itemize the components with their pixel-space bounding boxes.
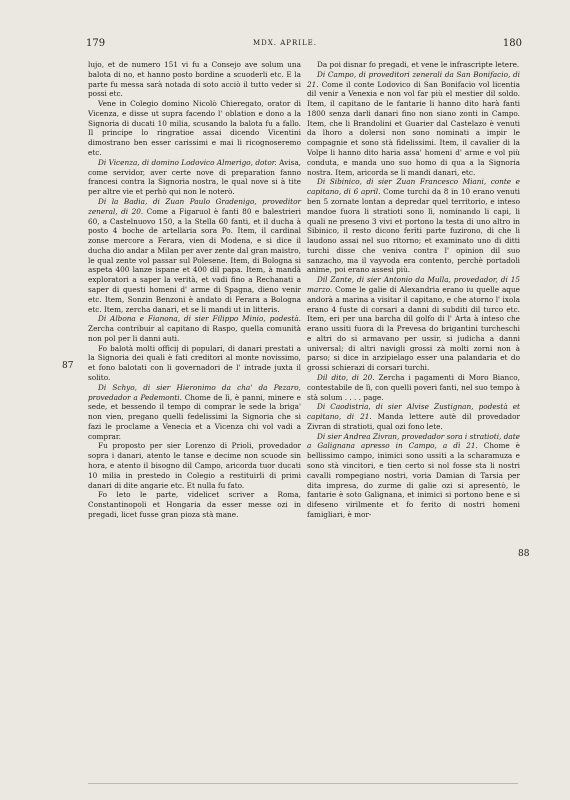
- paragraph: [88, 158, 301, 197]
- paragraph: [88, 490, 301, 519]
- paragraph: [88, 99, 301, 158]
- letter-heading: Dil Zante, di sier Antonio da Mulla, provedador, di 15 marzo.: [307, 275, 520, 294]
- paragraph: [88, 60, 301, 99]
- paragraph-text: Come turchi da 8 in 10 erano venuti ben 5 zornate lontan a depredar quel territorio, e inteso mandoe fuora li stratioti sono lì, nominando li capi, li quali ne preseno 3 vivi et portono la testa di uno altro in Sibinico, il resto dicono ferìti parte fuzirono, di che li laudono assai nel suo ritorno; et examinato uno di ditti turchi disse che veniva contra l' opinion dil suo sanzacho, ma il vayvoda era contento, perchè portadoli anime, poi erano assesi più.: [307, 187, 520, 275]
- bottom-rule: [88, 783, 518, 784]
- paragraph: [307, 275, 520, 373]
- paragraph-text: Fo balotà molti officij di populari, di danari prestati a la Signoria dei quali è fati creditori al monte novissimo, et fono balotati con li governadori de l' intrade juxta il solito.: [88, 343, 301, 382]
- margin-column-number-left: 87: [62, 361, 74, 371]
- running-head: MDX. APRILE.: [253, 39, 317, 47]
- letter-heading: Di Sibinico, di sier Zuan Francesco Miani, conte e capitano, di 6 april.: [307, 177, 520, 197]
- paragraph-text: Come il conte Lodovico di San Bonifacio vol licentia dil venir a Venexia e non vol far più el mestier dil soldo. Item, il capitano de le fantarie li hanno dito harà fanti 1800 senza darli danari fino non siano zonti in Campo. Item, che li Brandolini et Guarier dal Castelazo è venuti da lhoro a dolersi non sono nominati a impir le compagnie et sono stà fidelissimi. Item, il cavalier di la Volpe li hanno dito haria assa' homeni d' arme e vol più conduta, e manda uno suo homo di qua a la Signoria nostra. Item, aricorda se li mandi danari, etc.: [307, 79, 520, 177]
- letter-heading: Di sier Andrea Zivran, provedador sora i stratioti, date a Galignana apresso in Campo, a dì 21.: [307, 431, 520, 451]
- paragraph: [307, 402, 520, 431]
- paragraph: [88, 197, 301, 314]
- paragraph-text: Come le galie di Alexandria erano iu quelle aque andorà a marina a visitar il capitano, e che atorno l' ixola erano 4 fuste di corsari a danni di subditi dil turco etc. Item, eri per una barcha dil golfo di l' Arta à inteso che erano ussiti fuora di la Prevesa do brigantini turcheschi e altri do si armavano per ussir, si judicha a danni universal; di altri navigli grossi zà molti zorni non à parso; si dice in arzipielago esser una palandaria et do grossi schierazi di corsari turchi.: [307, 284, 520, 373]
- margin-column-number-right: 88: [518, 549, 530, 559]
- left-text-column: [88, 60, 301, 520]
- paragraph: [307, 177, 520, 275]
- paragraph: [88, 314, 301, 343]
- paragraph-text: Come a Figaruol è fanti 80 e balestrieri 60, a Castelnuovo 150, a la Stella 60 fanti, et il ducha à posto 4 boche de artellaria sora Po. Item, il cardinal zonse mercore a Ferara, vien di Modena, e si dice il ducha dio andar a Milan per aver zente dal gran maistro, le qual zente vol passar sul Polesene. Item, di Bologna si aspeta 400 lanze ispane et 400 dil papa. Item, à mandà exploratori a saper la verità, et vadi fino a Rechanati a saper di questi homeni d' arme di Spagna, dieno venir etc. Item, Sonzin Benzoni è andato di Ferara a Bologna etc. Item, zercha danari, et se li mandi ut in litteris.: [88, 206, 302, 314]
- paragraph-text: Da poi disnar fo pregadi, et vene le infrascripte letere.: [317, 60, 520, 69]
- paragraph: [88, 344, 301, 383]
- paragraph: [88, 441, 301, 490]
- paragraph: [307, 70, 520, 178]
- paragraph: [307, 432, 520, 520]
- paragraph-text: Chome de lì, è panni, minere e sede, et bessendo il tempo di comprar le sede la briga' non vien, pregano quelli fedelissimi la Signoria che si fazi le proclame a Venecia et a Vicenza chi vol vadi a comprar.: [88, 392, 302, 441]
- paragraph-text: Zercha contribuir al capitano di Raspo, quella comunità non pol per li danni auti.: [88, 324, 301, 343]
- paragraph: [307, 373, 520, 402]
- paragraph: [88, 383, 301, 442]
- letter-heading: Di Vicenza, di domino Lodovico Almerigo, dotor.: [98, 157, 277, 167]
- paragraph: [307, 60, 520, 70]
- paragraph-text: Fu proposto per sier Lorenzo di Prioli, provedador sopra i danari, atento le tanse e decime non scuode sin hora, e atento il bisogno dil Campo, aricorda tuor ducati 10 milia in prestedo in Colegio a restituirli di primi danari di dite angarie etc. Et nulla fu fato.: [88, 441, 301, 490]
- letter-heading: Di Schyo, di sier Hieronimo da cha' da Pezaro, provedador a Pedemonti.: [88, 382, 301, 402]
- paragraph-text: Avisa, come servidor, aver certe nove di preparation fanno francesi contra la Signoria nostra, le qual nove si à tite per altre vie et perhò qui non le noterò.: [88, 157, 301, 197]
- letter-heading: Di Albona e Fianona, di sier Filippo Minio, podestà.: [98, 314, 301, 324]
- letter-heading: Di la Badia, di Zuan Paulo Gradenigo, proveditor zeneral, di 20.: [88, 196, 301, 216]
- paragraph-text: Zercha i pagamenti di Moro Bianco, contestabile de lì, con quelli poveri fanti, nel suo tempo à stà solum . . . . page.: [307, 373, 520, 402]
- page-number-left: 179: [86, 38, 106, 49]
- paragraph-text: Vene in Colegio domino Nicolò Chieregato, orator di Vicenza, e disse ut supra facendo l' oblation e dono a la Signoria di ducati 10 milia, scusando la balota fu a fallo. Il principe lo ringratioe assai dicendo Vicentini dimostrano ben esser carissimi e mai li ricognoseremo etc.: [88, 99, 301, 158]
- page-number-right: 180: [502, 38, 522, 49]
- letter-heading: Dil dito, di 20.: [317, 373, 375, 382]
- letter-heading: Di Caodistria, di sier Alvise Zustignan, podestà et capitano, di 21.: [307, 402, 520, 422]
- paragraph-text: lujo, et de numero 151 vi fu a Consejo ave solum una balota di no, et hanno posto bordine a scuoderli etc. E la parte fu messa sarà notada di soto acciò il tutto veder si possi etc.: [88, 60, 301, 99]
- paragraph-text: Manda lettere autè dil provedador Zivran di stratioti, qual ozi fono lete.: [307, 412, 520, 431]
- page-header: [0, 38, 570, 52]
- right-text-column: [307, 60, 520, 520]
- letter-heading: Di Campo, di proveditori zenerali da San Bonifacio, di 21.: [307, 69, 520, 89]
- paragraph-text: Chome è bellissimo campo, inimici sono ussiti a la scharamuza e sono stà vincitori, e tien certo si nol fosse sta li nostri cavalli rompegiano nostri, voria Damian di Tarsia per dita impresa, do zurme di galie ozi si apresentò, le fantarie è soto Galignana, et inimici si portono bene e si difeseno virilmente et fo ferito di nostri homeni famigliari, è mor-: [307, 441, 520, 519]
- paragraph-text: Fo leto le parte, videlicet scriver a Roma, Constantinopoli et Hongaria da esser messe ozi in pregadi, licet fusse gran pioza stà mane.: [88, 490, 301, 519]
